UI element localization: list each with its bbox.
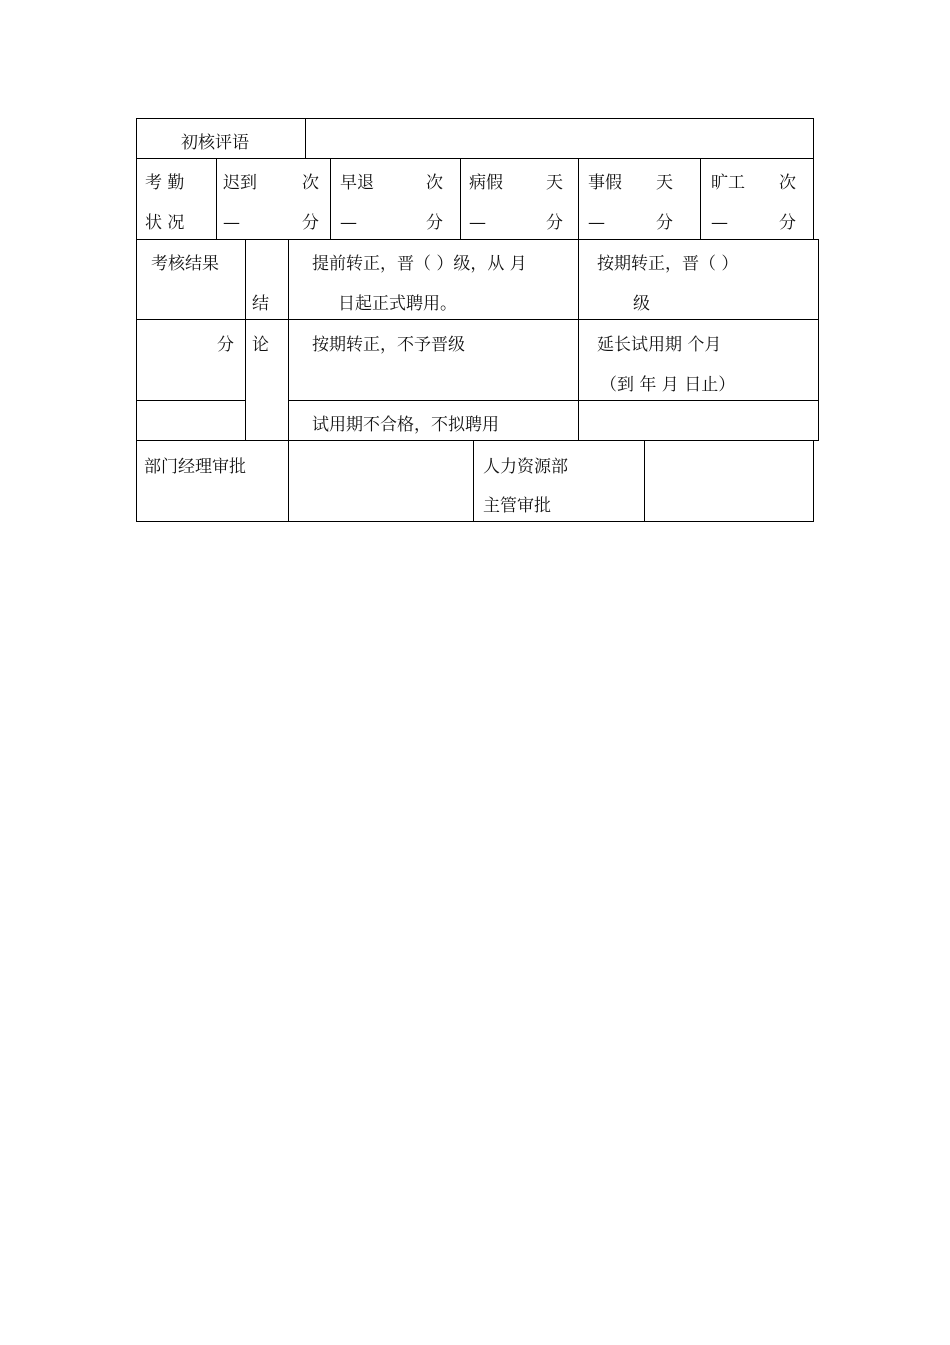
row-divider-2: [136, 239, 819, 240]
option-extend-probation-line2: （到 年 月 日止）: [600, 375, 736, 395]
row-divider-4a: [136, 400, 245, 401]
option-probation-failed[interactable]: 试用期不合格，不拟聘用: [312, 415, 499, 435]
assessment-result-label: 考核结果: [151, 254, 219, 274]
option-extend-probation-line1[interactable]: 延长试用期 个月: [597, 335, 722, 355]
option-divider: [578, 239, 579, 441]
hr-signature-field[interactable]: [645, 441, 813, 521]
late-count-unit: 次: [302, 173, 319, 193]
absence-blank: —: [711, 213, 728, 233]
table-border-right-middle: [818, 239, 819, 441]
attendance-label-top: 考 勤: [145, 173, 185, 193]
sick-leave-score-unit: 分: [546, 213, 563, 233]
attendance-divider-2: [330, 158, 331, 240]
hr-approval-label-line2: 主管审批: [483, 496, 551, 516]
review-divider: [305, 118, 306, 159]
table-border-right-lower: [813, 440, 814, 522]
conclusion-label-2: 论: [252, 335, 269, 355]
personal-leave-label: 事假: [588, 173, 622, 193]
table-border-left: [136, 118, 137, 522]
personal-leave-score-unit: 分: [656, 213, 673, 233]
sick-leave-label: 病假: [469, 173, 503, 193]
dept-manager-approval-label: 部门经理审批: [144, 457, 246, 477]
table-border-bottom: [136, 521, 814, 522]
attendance-divider-1: [216, 158, 217, 240]
early-leave-count-unit: 次: [426, 173, 443, 193]
personal-leave-count-unit: 天: [656, 173, 673, 193]
option-ontime-promotion-line1[interactable]: 按期转正，晋（ ）: [597, 254, 739, 274]
option-early-regularization-line1[interactable]: 提前转正，晋（ ）级，从 月: [312, 254, 527, 274]
table-border-top: [136, 118, 814, 119]
option-ontime-no-promotion[interactable]: 按期转正，不予晋级: [312, 335, 465, 355]
sick-leave-blank: —: [469, 213, 486, 233]
review-label: 初核评语: [181, 133, 249, 153]
absence-score-unit: 分: [779, 213, 796, 233]
row-divider-1: [136, 158, 814, 159]
approval-divider-1: [473, 440, 474, 522]
option-ontime-promotion-line2: 级: [633, 294, 650, 314]
early-leave-blank: —: [340, 213, 357, 233]
hr-approval-label-line1: 人力资源部: [483, 457, 568, 477]
attendance-divider-3: [460, 158, 461, 240]
personal-leave-blank: —: [588, 213, 605, 233]
early-leave-score-unit: 分: [426, 213, 443, 233]
late-label: 迟到: [223, 173, 257, 193]
late-score-unit: 分: [302, 213, 319, 233]
table-border-right-upper: [813, 118, 814, 240]
row-divider-4b: [288, 400, 819, 401]
result-divider: [245, 239, 246, 441]
assessment-score-unit: 分: [217, 335, 234, 355]
row-divider-3: [136, 319, 819, 320]
dept-manager-signature-field[interactable]: [289, 441, 473, 521]
early-leave-label: 早退: [340, 173, 374, 193]
absence-label: 旷工: [711, 173, 745, 193]
absence-count-unit: 次: [779, 173, 796, 193]
attendance-divider-5: [700, 158, 701, 240]
attendance-label-bottom: 状 况: [145, 213, 185, 233]
attendance-divider-4: [578, 158, 579, 240]
sick-leave-count-unit: 天: [546, 173, 563, 193]
option-early-regularization-line2: 日起正式聘用。: [338, 294, 457, 314]
conclusion-label-1: 结: [252, 294, 269, 314]
late-blank: —: [223, 213, 240, 233]
